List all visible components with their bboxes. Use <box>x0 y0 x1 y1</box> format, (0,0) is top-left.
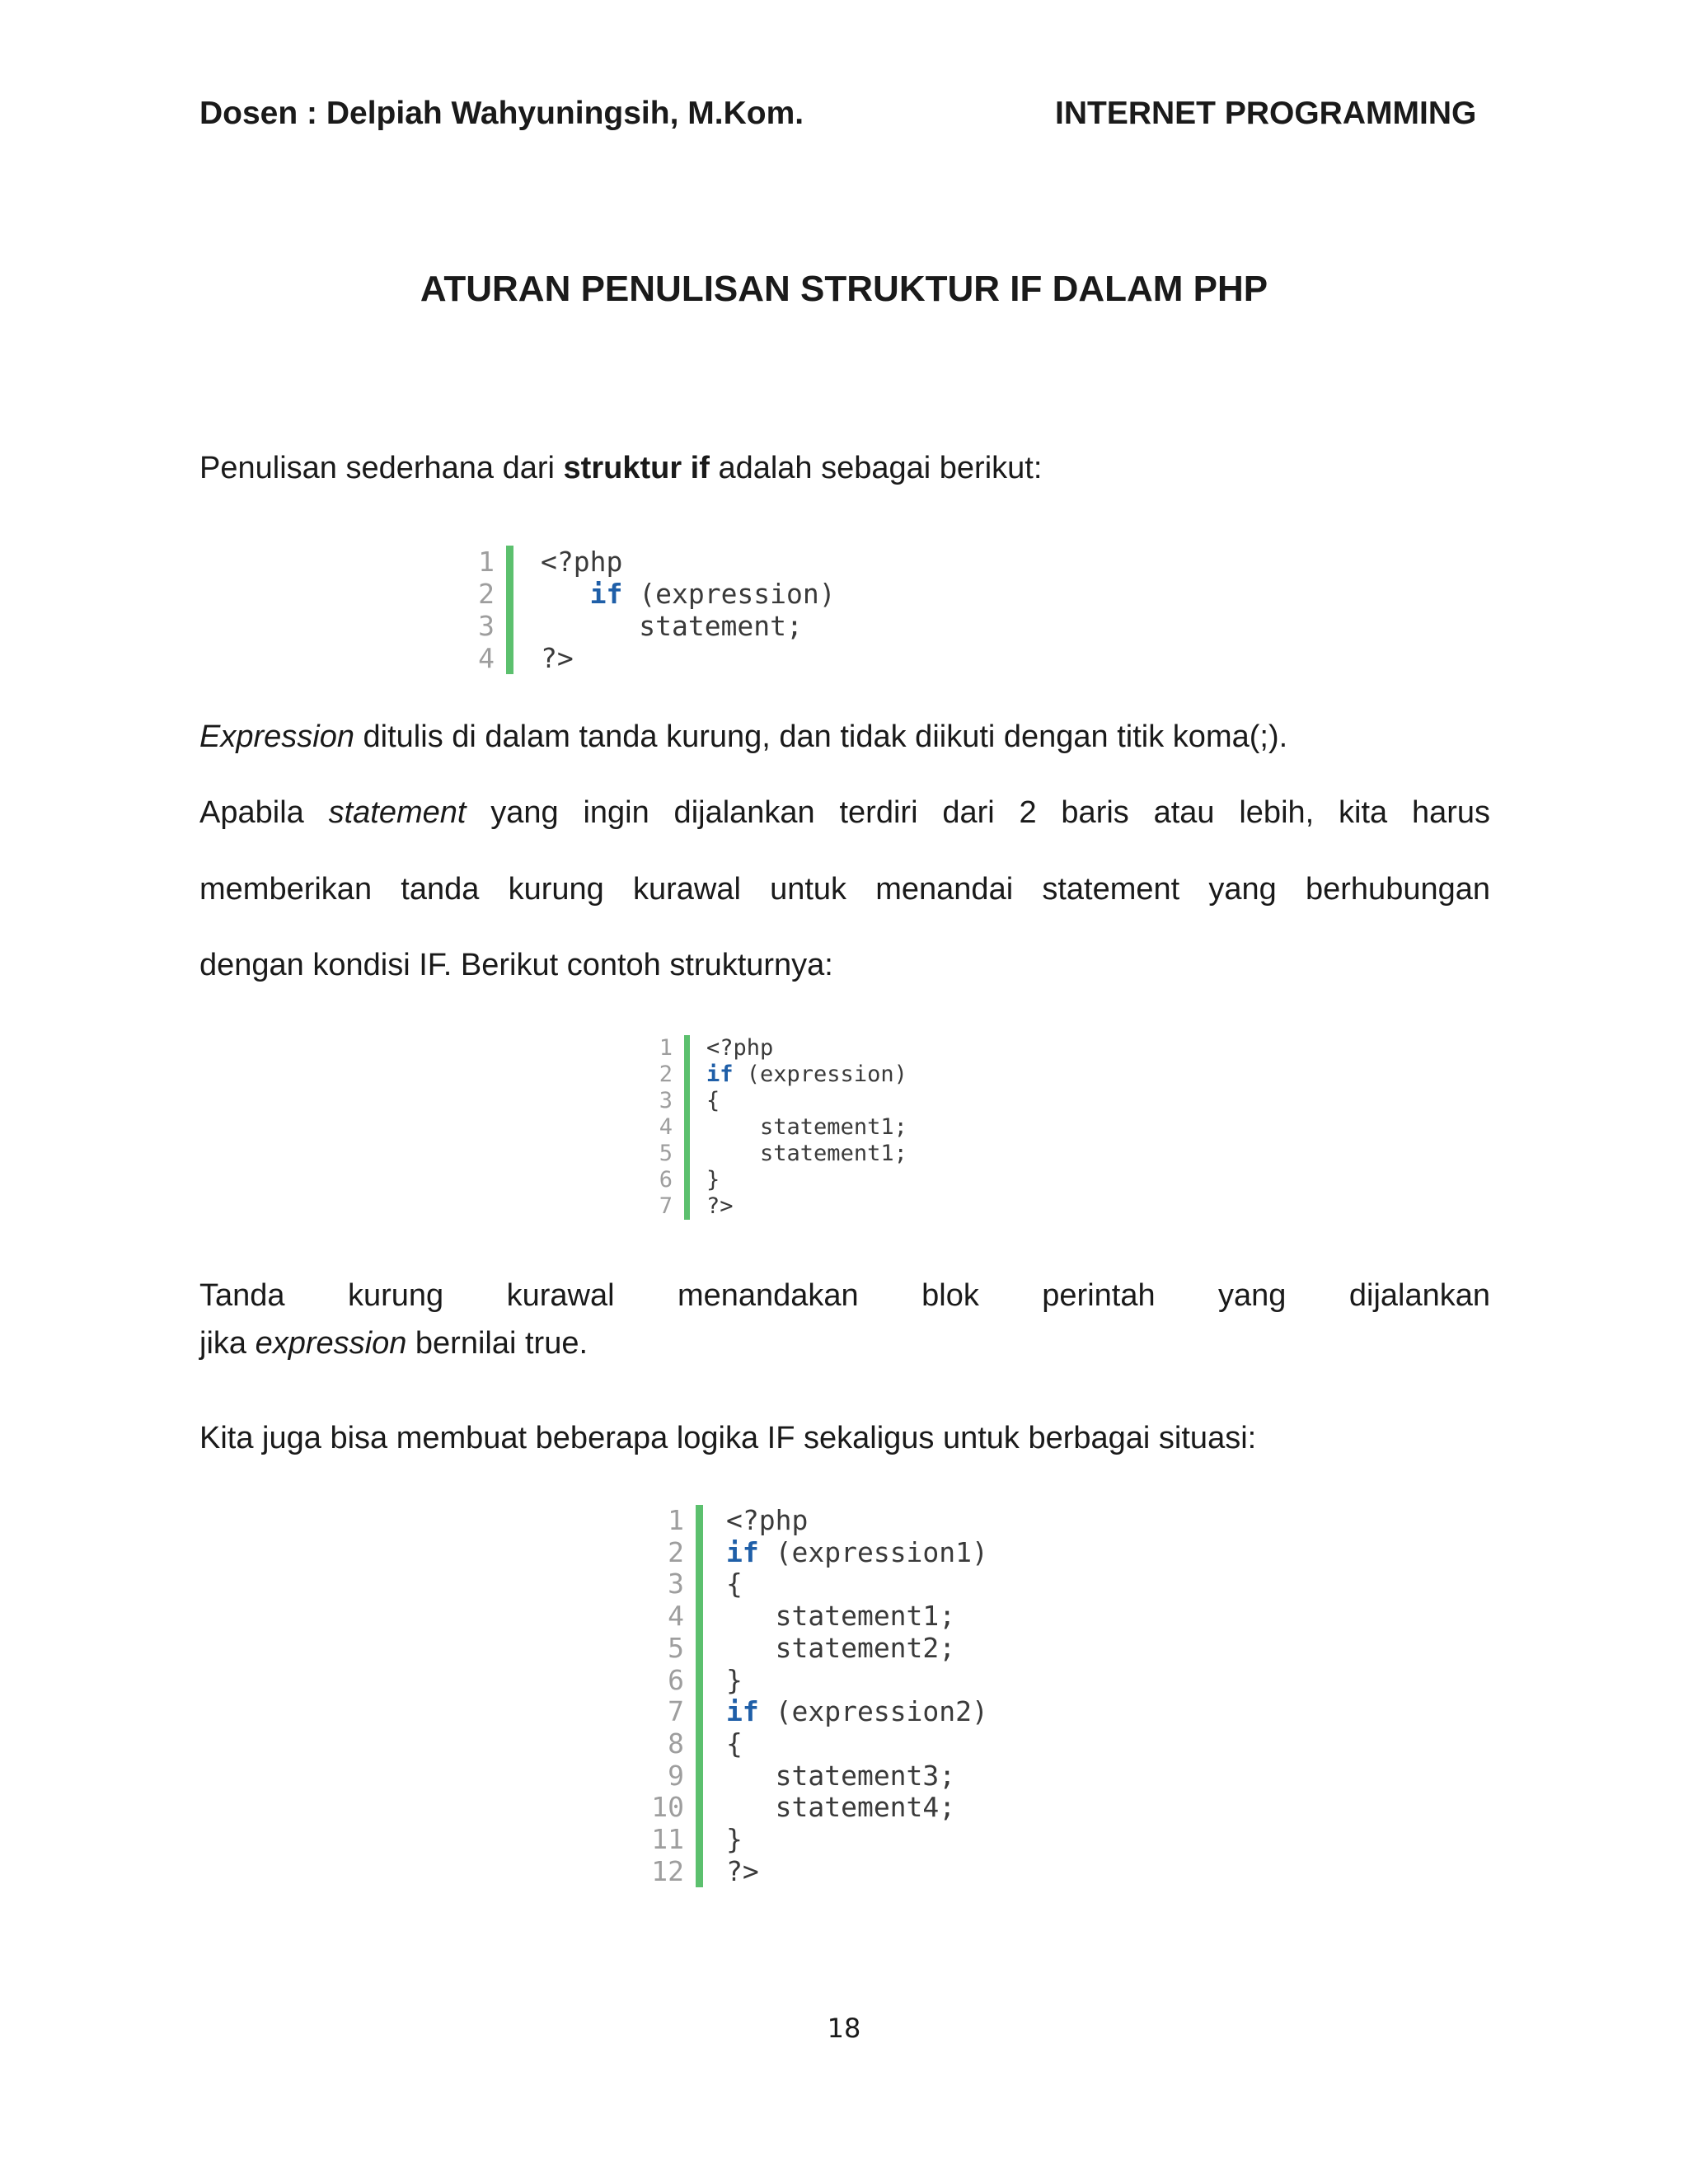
code-indent <box>541 610 639 642</box>
code-line <box>706 1167 907 1193</box>
code-line <box>706 1193 907 1220</box>
line-numbers <box>643 1505 696 1887</box>
code-text: } <box>706 1167 720 1193</box>
code-line <box>541 578 836 610</box>
code-line <box>706 1114 907 1141</box>
code-line <box>706 1062 907 1088</box>
code-lines <box>541 546 836 674</box>
line-number: 3 <box>659 1088 673 1113</box>
gutter-bar <box>506 546 513 674</box>
statement-paragraph-line-1 <box>199 794 1490 832</box>
multi-if-paragraph: Kita juga bisa membuat beberapa logika IF sekaligus untuk berbagai situasi: <box>199 1421 1257 1455</box>
code-line <box>726 1856 988 1888</box>
code-line <box>541 642 836 674</box>
code-text: statement; <box>639 610 803 642</box>
code-block-multiple-if <box>643 1505 988 1887</box>
line-number: 4 <box>668 1600 684 1633</box>
code-text: statement1; <box>775 1600 956 1633</box>
code-line <box>541 546 836 578</box>
intro-text-before: Penulisan sederhana dari <box>199 451 564 485</box>
line-numbers <box>645 1035 684 1220</box>
header-author: Dosen : Delpiah Wahyuningsih, M.Kom. <box>199 96 804 131</box>
code-text: (expression) <box>733 1062 907 1087</box>
code-text: statement1; <box>760 1114 907 1140</box>
line-number: 5 <box>659 1141 673 1166</box>
code-text: (expression1) <box>758 1535 988 1568</box>
code-block-if-braces <box>645 1035 907 1220</box>
code-line <box>726 1633 988 1665</box>
code-line <box>706 1141 907 1167</box>
intro-paragraph <box>199 449 1490 487</box>
code-text: statement4; <box>775 1791 956 1824</box>
block-paragraph-line-1: Tanda kurung kurawal menandakan blok perintah yang dijalankan <box>199 1278 1490 1313</box>
code-text: statement2; <box>775 1631 956 1664</box>
expression-paragraph <box>199 718 1490 756</box>
code-line <box>541 610 836 642</box>
code-line <box>706 1035 907 1062</box>
code-line <box>726 1696 988 1728</box>
line-number: 6 <box>668 1663 684 1696</box>
line-number: 9 <box>668 1759 684 1792</box>
statement-italic: statement <box>328 795 467 830</box>
code-keyword: if <box>726 1535 759 1568</box>
statement-line1-after: yang ingin dijalankan terdiri dari 2 baris atau lebih, kita harus <box>466 795 1490 830</box>
block-italic: expression <box>255 1326 407 1361</box>
line-number: 3 <box>668 1568 684 1601</box>
line-number: 1 <box>478 546 495 578</box>
code-indent <box>726 1600 776 1632</box>
code-text: ?> <box>706 1193 734 1219</box>
code-indent <box>726 1760 776 1792</box>
block-line2-before: jika <box>199 1326 256 1361</box>
code-text: statement3; <box>775 1759 956 1792</box>
code-line <box>726 1824 988 1856</box>
intro-bold-term: struktur if <box>563 451 710 485</box>
block-paragraph-line-2 <box>199 1324 1490 1362</box>
line-number: 1 <box>668 1504 684 1536</box>
code-line <box>726 1728 988 1760</box>
line-number: 4 <box>659 1114 673 1140</box>
code-line <box>726 1665 988 1697</box>
code-text: ?> <box>726 1854 759 1887</box>
code-text: { <box>726 1727 743 1760</box>
line-number: 5 <box>668 1631 684 1664</box>
gutter-bar <box>684 1035 690 1220</box>
page-title: ATURAN PENULISAN STRUKTUR IF DALAM PHP <box>420 269 1268 309</box>
page-number: 18 <box>827 2013 861 2044</box>
expression-italic: Expression <box>199 719 354 754</box>
block-line2-after: bernilai true. <box>406 1326 588 1361</box>
code-text: ?> <box>541 642 574 674</box>
line-number: 1 <box>659 1035 673 1061</box>
line-number: 10 <box>651 1791 684 1824</box>
code-indent <box>726 1632 776 1664</box>
code-text: (expression) <box>622 578 836 610</box>
code-keyword: if <box>589 578 623 610</box>
code-text: <?php <box>726 1504 809 1536</box>
gutter-bar <box>696 1505 703 1887</box>
code-lines <box>726 1505 988 1887</box>
code-lines <box>706 1035 907 1220</box>
code-line <box>726 1568 988 1601</box>
statement-paragraph-line-2: memberikan tanda kurung kurawal untuk menandai statement yang berhubungan <box>199 872 1490 907</box>
line-number: 2 <box>478 578 495 610</box>
code-text: <?php <box>541 546 623 578</box>
expression-text: ditulis di dalam tanda kurung, dan tidak diikuti dengan titik koma(;). <box>354 719 1288 754</box>
statement-paragraph-line-3: dengan kondisi IF. Berikut contoh strukturnya: <box>199 948 833 982</box>
code-text: } <box>726 1823 743 1856</box>
line-number: 11 <box>651 1823 684 1856</box>
line-number: 4 <box>478 642 495 674</box>
code-line <box>726 1760 988 1793</box>
line-number: 8 <box>668 1727 684 1760</box>
line-numbers <box>462 546 506 674</box>
code-text: (expression2) <box>758 1695 988 1728</box>
line-number: 7 <box>659 1193 673 1219</box>
code-text: { <box>706 1088 720 1113</box>
line-number: 2 <box>668 1535 684 1568</box>
code-indent <box>541 578 590 610</box>
line-number: 2 <box>659 1062 673 1087</box>
code-keyword: if <box>726 1695 759 1728</box>
code-text: { <box>726 1568 743 1601</box>
code-line <box>726 1601 988 1633</box>
code-line <box>726 1505 988 1537</box>
code-keyword: if <box>706 1062 734 1087</box>
code-indent <box>706 1141 760 1166</box>
statement-line1-before: Apabila <box>199 795 329 830</box>
code-indent <box>726 1791 776 1823</box>
intro-text-after: adalah sebagai berikut: <box>709 451 1043 485</box>
code-block-simple-if <box>462 546 836 674</box>
header-course: INTERNET PROGRAMMING <box>1055 96 1477 131</box>
code-indent <box>706 1114 760 1140</box>
code-line <box>726 1792 988 1824</box>
code-text: } <box>726 1663 743 1696</box>
code-text: <?php <box>706 1035 774 1061</box>
code-line <box>706 1088 907 1114</box>
code-text: statement1; <box>760 1141 907 1166</box>
line-number: 7 <box>668 1695 684 1728</box>
line-number: 3 <box>478 610 495 642</box>
line-number: 12 <box>651 1854 684 1887</box>
code-line <box>726 1537 988 1569</box>
line-number: 6 <box>659 1167 673 1193</box>
